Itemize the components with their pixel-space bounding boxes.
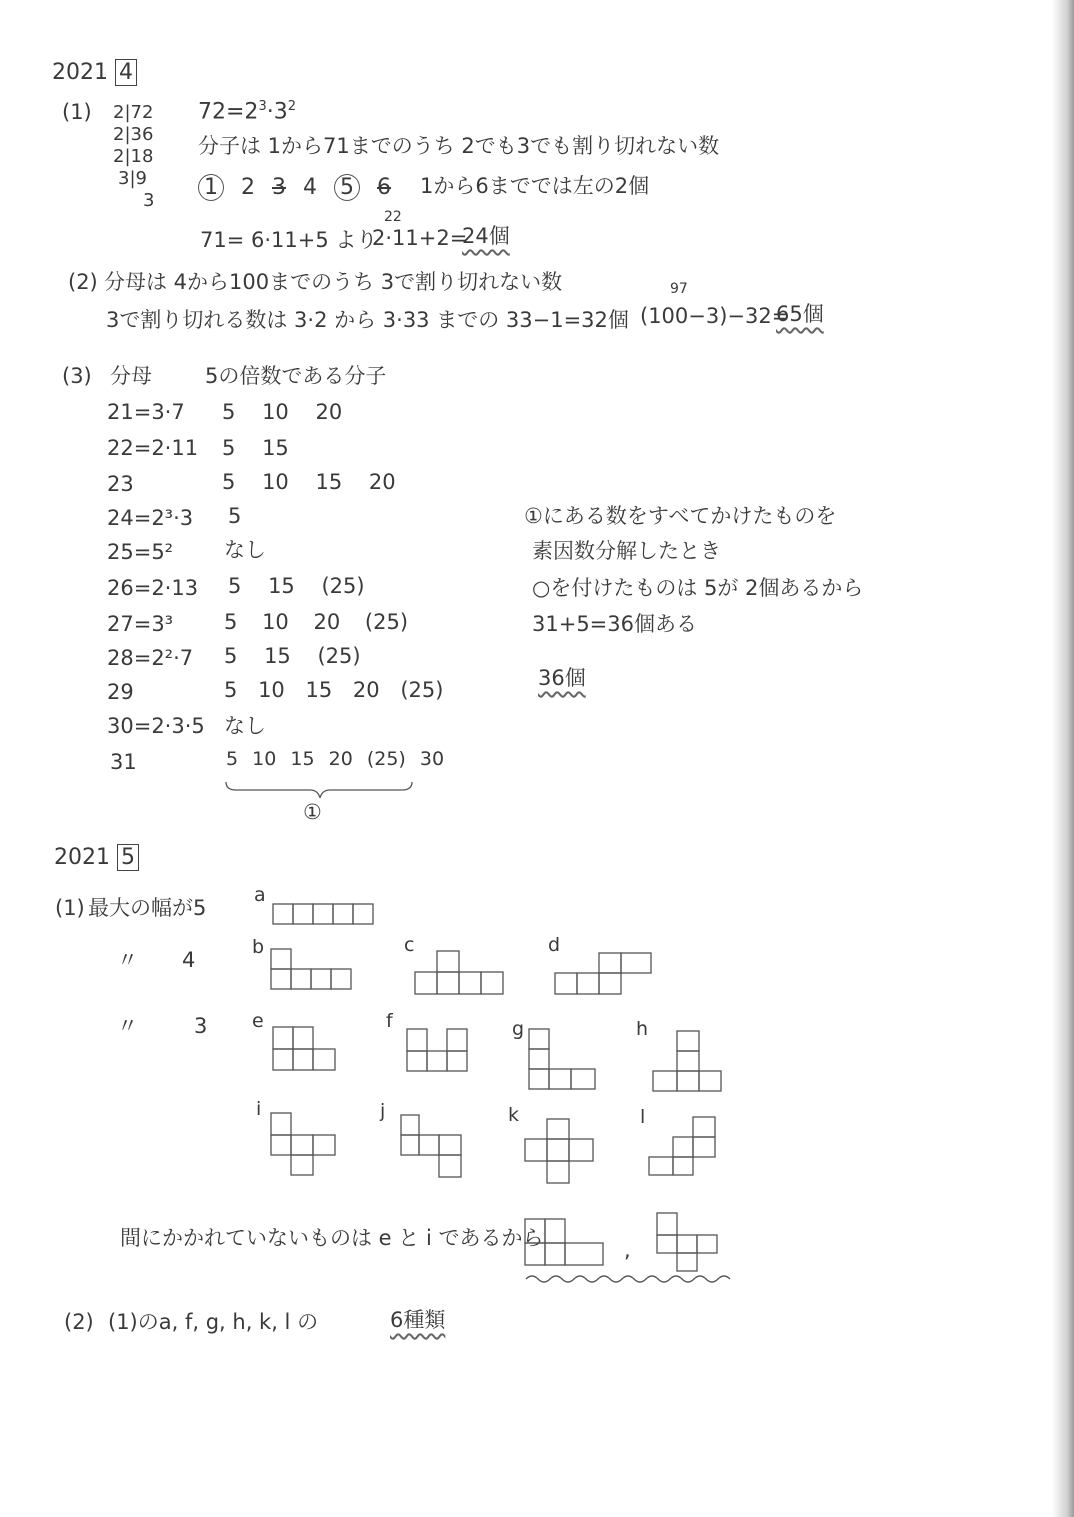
- num: 5: [222, 470, 236, 494]
- factor-mid: ·3: [266, 99, 288, 125]
- den-27: 27=3³: [107, 612, 174, 636]
- header-number-box: 5: [117, 844, 139, 871]
- net-e: [272, 1026, 338, 1072]
- nums-25: なし: [224, 538, 266, 562]
- header-year: 2021: [52, 60, 108, 85]
- seq-item: 4: [303, 175, 317, 200]
- num: 15: [315, 470, 343, 494]
- num: 10: [262, 400, 289, 424]
- den-29: 29: [107, 680, 134, 704]
- division-line-3: 2|18: [113, 146, 154, 167]
- q3-col-numerators: 5の倍数である分子: [205, 364, 387, 388]
- header-number-box: 4: [115, 59, 137, 86]
- num: 15: [268, 574, 295, 598]
- seq-item-crossed: 3: [272, 175, 286, 200]
- num: 15: [262, 436, 289, 460]
- factorization-72: [198, 100, 296, 123]
- ditto-mark: 〃: [117, 1014, 138, 1038]
- num: 5: [226, 748, 239, 770]
- shape-label-b: b: [252, 936, 265, 958]
- q1-numerator-condition: 分子は 1から71までのうち 2でも3でも割り切れない数: [198, 134, 720, 158]
- p5-q2-text: (1)のa, f, g, h, k, l の: [108, 1310, 319, 1334]
- num: 15: [264, 644, 291, 668]
- shape-label-l: l: [640, 1106, 646, 1128]
- answer-net-i: [656, 1212, 722, 1274]
- den-24: 24=2³·3: [107, 506, 194, 530]
- q1-calc: 2·11+2=: [372, 226, 468, 250]
- nums-30: なし: [224, 714, 266, 738]
- nums-22: [222, 438, 289, 459]
- division-line-4: 3|9: [118, 168, 147, 189]
- division-line-2: 2|36: [113, 124, 154, 145]
- num: 5: [222, 400, 236, 424]
- seq-item-crossed: 6: [377, 175, 391, 200]
- shape-label-g: g: [512, 1018, 525, 1040]
- num: 10: [258, 678, 285, 702]
- net-b: [270, 948, 354, 992]
- answer-wavy-underline: [524, 1272, 738, 1286]
- den-31: 31: [110, 750, 137, 774]
- net-c: [414, 950, 508, 996]
- q2-calc-annotation: 97: [670, 281, 688, 297]
- section-4-header: [52, 62, 137, 84]
- seq-item-circled: 1: [198, 174, 224, 201]
- sequence-note: 1から6まででは左の2個: [420, 174, 650, 198]
- q2-line-2: 3で割り切れる数は 3·2 から 3·33 までの 33−1=32個: [106, 308, 629, 332]
- num: 20: [352, 678, 380, 702]
- shape-label-c: c: [404, 934, 415, 956]
- q1-division-calc: 71= 6·11+5 より: [200, 228, 378, 252]
- nums-23: [222, 472, 396, 493]
- page-edge-shadow: [1052, 0, 1074, 1517]
- q1-calc-annotation: 22: [384, 209, 402, 225]
- num: 5: [222, 436, 236, 460]
- answer-net-e: [524, 1218, 608, 1268]
- net-d: [554, 952, 658, 996]
- q3-answer: 36個: [538, 666, 586, 690]
- den-22: 22=2·11: [107, 436, 199, 460]
- division-line-1: 2|72: [113, 102, 154, 123]
- division-line-5: 3: [143, 190, 155, 211]
- brace-under-column: [224, 780, 416, 802]
- num: 15: [305, 678, 333, 702]
- p5-q2-answer: 6種類: [390, 1308, 446, 1332]
- factor-exp-1: 3: [258, 99, 267, 114]
- shape-label-a: a: [254, 884, 266, 906]
- den-30: 30=2·3·5: [107, 714, 205, 738]
- num-circled: (25): [364, 610, 409, 634]
- shape-label-j: j: [380, 1100, 386, 1122]
- ditto-mark: 〃: [117, 948, 138, 972]
- den-26: 26=2·13: [107, 576, 199, 600]
- shape-label-k: k: [508, 1104, 520, 1126]
- q3-note-4: 31+5=36個ある: [532, 612, 697, 636]
- q1-answer: 24個: [462, 224, 510, 248]
- num: 5: [224, 610, 238, 634]
- nums-28: [224, 646, 361, 667]
- net-h: [650, 1030, 724, 1094]
- shape-label-d: d: [548, 934, 561, 956]
- q2-answer: 65個: [776, 302, 824, 326]
- p5-q2-label: (2): [64, 1310, 94, 1334]
- nums-31: [226, 750, 444, 769]
- q3-note-3: ○を付けたものは 5が 2個あるから: [532, 576, 864, 600]
- q1-label: (1): [62, 100, 92, 124]
- width-4-label: 4: [182, 948, 196, 972]
- num: 20: [313, 610, 341, 634]
- num: 20: [315, 400, 343, 424]
- net-l: [648, 1116, 720, 1178]
- q1-conclusion: 間にかかれていないものは e と i であるから: [120, 1226, 544, 1250]
- nums-27: [224, 612, 408, 633]
- p5-q1-label: (1): [55, 896, 85, 920]
- header-year: 2021: [54, 845, 110, 870]
- factor-base: 72=2: [198, 99, 259, 125]
- shape-label-e: e: [252, 1010, 264, 1032]
- den-28: 28=2²·7: [107, 646, 194, 670]
- num-circled: (25): [366, 748, 406, 770]
- answer-separator: ,: [624, 1238, 631, 1262]
- num: 5: [224, 678, 238, 702]
- seq-item-circled: 5: [334, 174, 360, 201]
- num: 20: [328, 748, 353, 770]
- q3-note-2: 素因数分解したとき: [532, 539, 721, 563]
- den-25: 25=5²: [107, 540, 174, 564]
- q3-label: (3): [62, 364, 92, 388]
- num: 10: [262, 470, 289, 494]
- num-circled: (25): [321, 574, 365, 598]
- net-k: [524, 1118, 596, 1186]
- q2-label: (2): [68, 270, 98, 294]
- q3-col-denominator: 分母: [110, 364, 152, 388]
- q3-note-1: ①にある数をすべてかけたものを: [524, 504, 837, 528]
- num: 10: [262, 610, 289, 634]
- num-circled: (25): [317, 644, 361, 668]
- num: 10: [252, 748, 277, 770]
- brace-label: ①: [303, 800, 322, 824]
- net-j: [400, 1114, 464, 1182]
- num: 5: [224, 644, 238, 668]
- shape-label-h: h: [636, 1018, 649, 1040]
- section-5-header: [54, 847, 139, 869]
- num: 30: [419, 748, 445, 770]
- num-circled: (25): [400, 678, 444, 702]
- den-23: 23: [107, 472, 134, 496]
- seq-item: 2: [241, 175, 255, 200]
- q2-line-1: 分母は 4から100までのうち 3で割り切れない数: [104, 270, 563, 294]
- nums-29: [224, 680, 443, 701]
- factor-exp-2: 2: [287, 99, 296, 114]
- nums-24: 5: [228, 504, 242, 528]
- net-f: [406, 1028, 470, 1074]
- sequence-1-to-6: [198, 177, 391, 199]
- num: 15: [290, 748, 315, 770]
- q2-calc: (100−3)−32=: [640, 304, 790, 328]
- net-i: [270, 1112, 340, 1178]
- width-3-label: 3: [194, 1014, 208, 1038]
- num: 20: [368, 470, 396, 494]
- nums-21: [222, 402, 342, 423]
- width-5-label: 最大の幅が5: [88, 896, 207, 920]
- net-a: [272, 903, 376, 925]
- nums-26: [228, 576, 365, 597]
- shape-label-f: f: [386, 1010, 393, 1032]
- den-21: 21=3·7: [107, 400, 185, 424]
- net-g: [528, 1028, 600, 1092]
- num: 5: [228, 574, 242, 598]
- shape-label-i: i: [256, 1098, 262, 1120]
